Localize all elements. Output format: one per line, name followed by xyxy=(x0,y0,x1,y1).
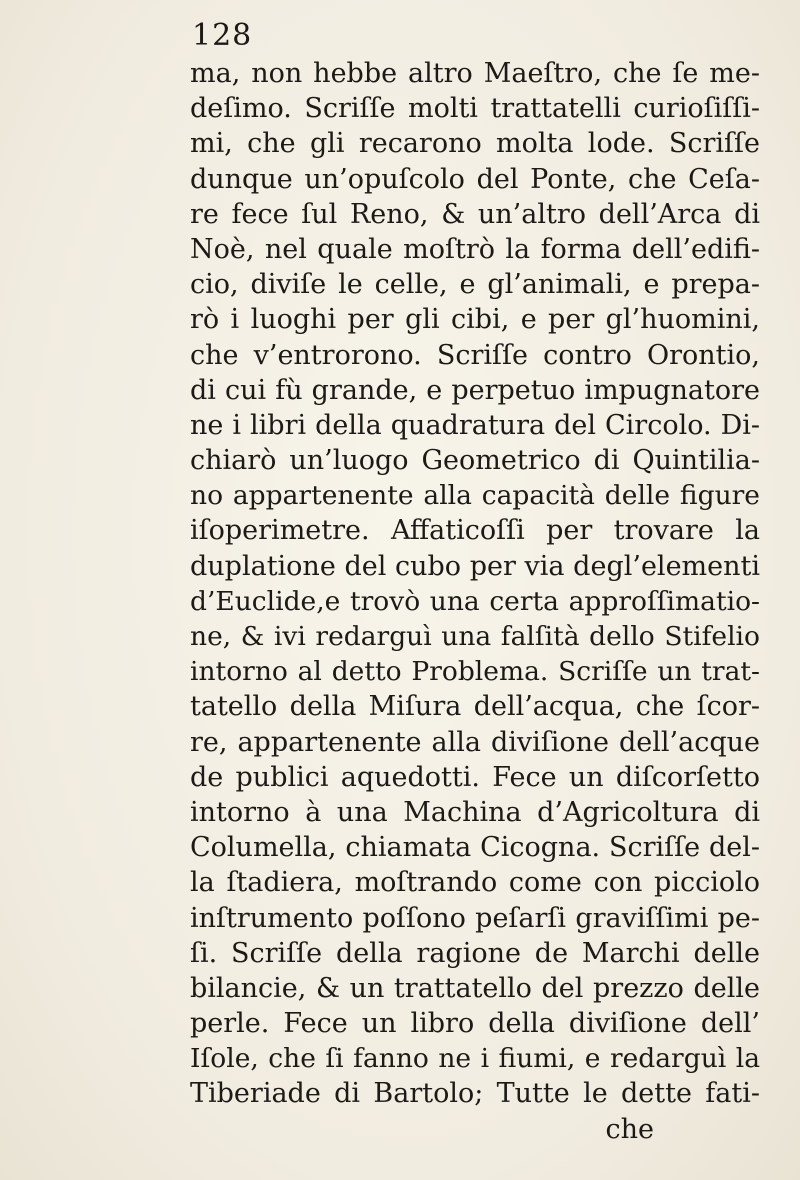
text-line: Iſole, che ſi fanno ne i fiumi, e redarguì la xyxy=(190,1043,760,1075)
text-line: re fece ſul Reno, & un’altro dell’Arca di xyxy=(190,198,760,230)
text-line: di cui fù grande, e perpetuo impugnatore xyxy=(190,374,760,406)
text-line: intorno à una Machina d’Agricoltura di xyxy=(190,796,760,828)
text-line: re, appartenente alla diviſione dell’acque xyxy=(190,726,760,758)
catchword: che xyxy=(605,1113,654,1145)
text-line: Columella, chiamata Cicogna. Scriſſe del- xyxy=(190,832,760,864)
text-line: duplatione del cubo per via degl’elementi xyxy=(190,550,760,582)
text-line: ma, non hebbe altro Maeſtro, che ſe me- xyxy=(190,58,760,89)
text-line: che v’entrorono. Scriſſe contro Orontio, xyxy=(190,339,760,371)
text-line: Noè, nel quale moſtrò la forma dell’edifi- xyxy=(190,233,760,265)
text-line: ſi. Scriſſe della ragione de Marchi delle xyxy=(190,937,760,969)
text-line: de publici aquedotti. Fece un diſcorſetto xyxy=(190,761,760,793)
text-line: perle. Fece un libro della diviſione dell’ xyxy=(190,1008,760,1040)
text-line: mi, che gli recarono molta lode. Scriſſe xyxy=(190,128,760,160)
text-line: deſimo. Scriſſe molti trattatelli curioſiſſi- xyxy=(190,93,760,125)
text-line: ne, & ivi redarguì una falſità dello Stifelio xyxy=(190,621,760,652)
body-text xyxy=(190,56,760,1147)
text-line: iſoperimetre. Affaticoſſi per trovare la xyxy=(190,515,760,547)
text-line: Tiberiade di Bartolo; Tutte le dette fati- xyxy=(190,1078,760,1110)
text-line: intorno al detto Problema. Scriſſe un trat- xyxy=(190,656,760,688)
text-line: ne i libri della quadratura del Circolo. Di- xyxy=(190,409,760,441)
text-line: cio, diviſe le celle, e gl’animali, e prepa- xyxy=(190,269,760,301)
page-number: 128 xyxy=(192,18,253,53)
text-line: chiarò un’luogo Geometrico di Quintilia- xyxy=(190,445,760,477)
text-line: no appartenente alla capacità delle figure xyxy=(190,480,760,512)
text-line: bilancie, & un trattatello del prezzo delle xyxy=(190,972,760,1004)
text-line: inſtrumento poſſono peſarſi graviſſimi pe- xyxy=(190,902,760,934)
text-line: tatello della Miſura dell’acqua, che ſcor- xyxy=(190,691,760,723)
text-line: d’Euclide,e trovò una certa approſſimatio- xyxy=(190,585,760,617)
text-line: rò i luoghi per gli cibi, e per gl’huomini, xyxy=(190,304,760,336)
text-line: la ſtadiera, moſtrando come con picciolo xyxy=(190,867,760,899)
text-line: dunque un’opuſcolo del Ponte, che Ceſa- xyxy=(190,163,760,195)
